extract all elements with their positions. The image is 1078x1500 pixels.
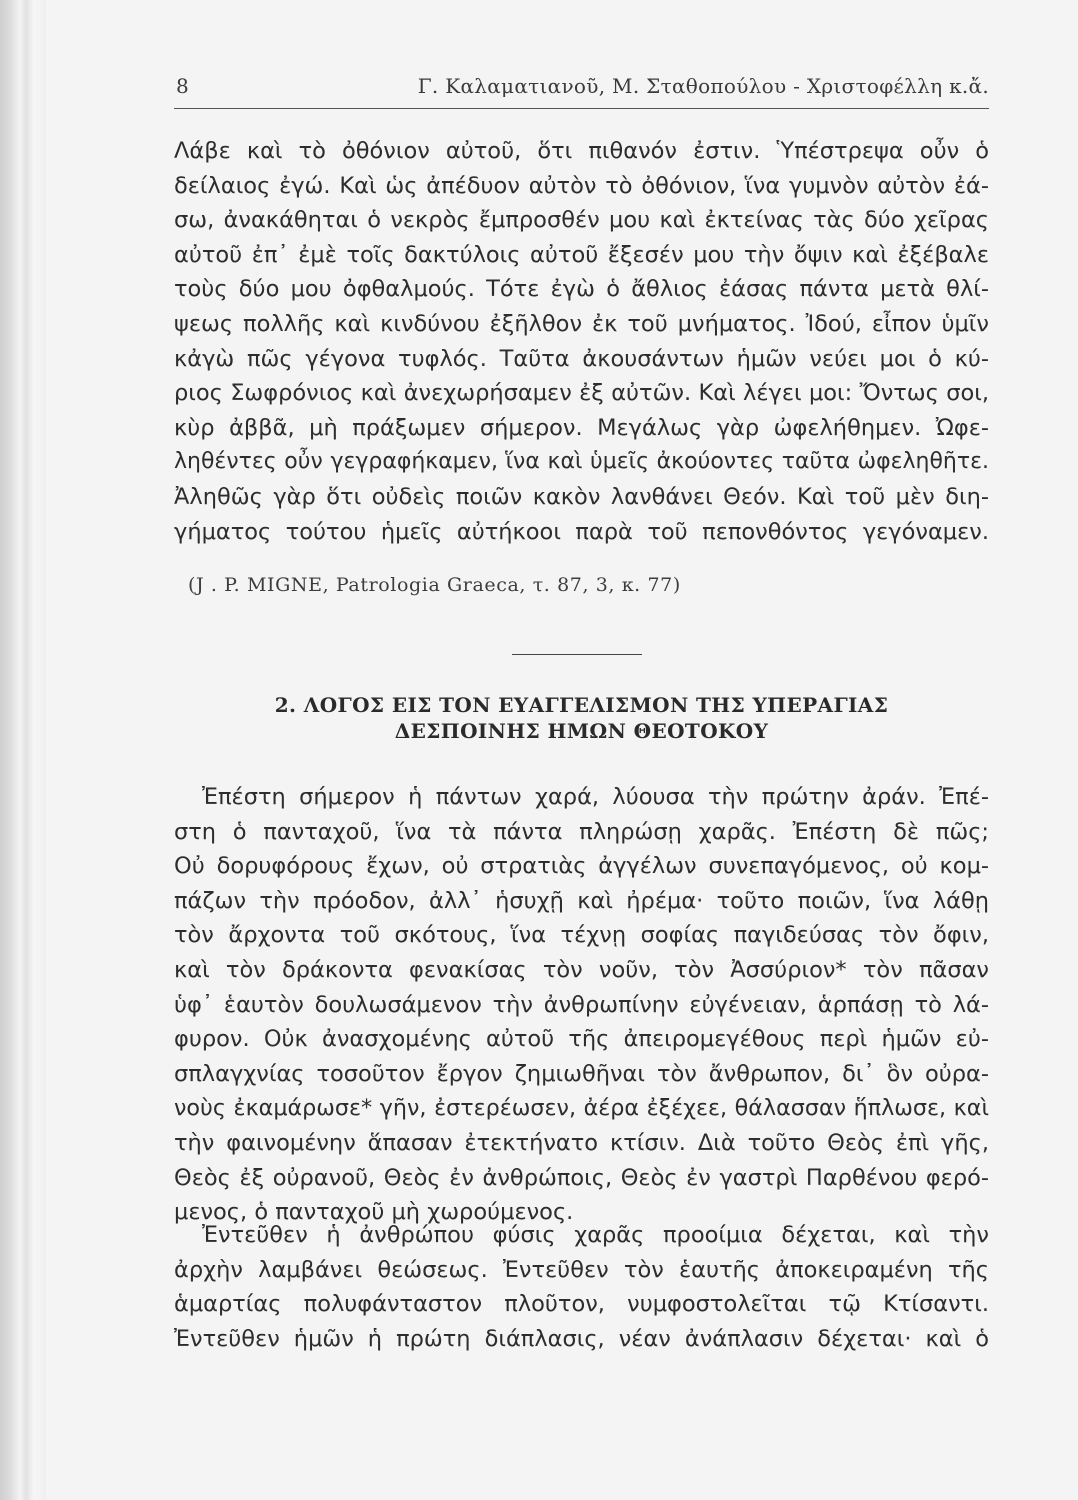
paragraph-2 — [174, 780, 989, 1230]
text-line: πάζων τὴν πρόοδον, ἀλλ᾿ ἡσυχῇ καὶ ἠρέμα· τοῦτο ποιῶν, ἵνα λάθῃ — [174, 887, 989, 914]
text-line: Θεὸς ἐξ οὐρανοῦ, Θεὸς ἐν ἀνθρώποις, Θεὸς ἐν γαστρὶ Παρθένου φερό- — [174, 1164, 989, 1191]
text-line: μενος, ὁ πανταχοῦ μὴ χωρούμενος. — [174, 1199, 574, 1226]
text-line: σω, ἀνακάθηται ὁ νεκρὸς ἔμπροσθέν μου καὶ ἐκτείνας τὰς δύο χεῖρας — [174, 207, 989, 234]
section-heading-line-2: ΔΕΣΠΟΙΝΗΣ ΗΜΩΝ ΘΕΟΤΟΚΟΥ — [394, 719, 769, 743]
citation: (J . P. MIGNE, Patrologia Graeca, τ. 87, 3, κ. 77) — [188, 574, 681, 596]
text-line: Ἐντεῦθεν ἡ ἀνθρώπου φύσις χαρᾶς προοίμια δέχεται, καὶ τὴν — [202, 1222, 989, 1248]
section-divider — [512, 654, 642, 655]
header-rule — [174, 108, 989, 109]
text-line: Ἐντεῦθεν ἡμῶν ἡ πρώτη διάπλασις, νέαν ἀνάπλασιν δέχεται· καὶ ὁ — [174, 1325, 989, 1352]
paragraph-3 — [174, 1218, 989, 1356]
text-line: ληθέντες οὖν γεγραφήκαμεν, ἵνα καὶ ὑμεῖς ἀκούοντες ταῦτα ὠφεληθῆτε. — [174, 449, 989, 475]
text-line: Οὐ δορυφόρους ἔχων, οὐ στρατιὰς ἀγγέλων συνεπαγόμενος, οὐ κομ- — [174, 853, 989, 880]
text-line: νοὺς ἐκαμάρωσε* γῆν, ἐστερέωσεν, ἀέρα ἐξέχεε, θάλασσαν ἥπλωσε, καὶ — [174, 1095, 989, 1122]
section-heading — [174, 692, 989, 744]
section-heading-line-1: 2. ΛΟΓΟΣ ΕΙΣ ΤΟΝ ΕΥΑΓΓΕΛΙΣΜΟΝ ΤΗΣ ΥΠΕΡΑΓΙΑΣ — [274, 693, 889, 717]
text-line: κὺρ ἀββᾶ, μὴ πράξωμεν σήμερον. Μεγάλως γὰρ ὠφελήθημεν. Ὠφε- — [174, 414, 989, 441]
text-line: Ἐπέστη σήμερον ἡ πάντων χαρά, λύουσα τὴν πρώτην ἀράν. Ἐπέ- — [202, 784, 989, 810]
text-line: ἀρχὴν λαμβάνει θεώσεως. Ἐντεῦθεν τὸν ἑαυτῆς ἀποκειραμένη τῆς — [174, 1256, 989, 1283]
text-line: κἀγὼ πῶς γέγονα τυφλός. Ταῦτα ἀκουσάντων ἡμῶν νεύει μοι ὁ κύ- — [174, 345, 989, 372]
paragraph-1 — [174, 134, 989, 549]
page-header — [174, 74, 989, 104]
text-line: σπλαγχνίας τοσοῦτον ἔργον ζημιωθῆναι τὸν ἄνθρωπον, δι᾿ ὃν οὐρα- — [174, 1060, 989, 1087]
running-head: Γ. Καλαματιανοῦ, Μ. Σταθοπούλου - Χριστοφέλλη κ.ἄ. — [417, 74, 989, 98]
text-line: γήματος τούτου ἡμεῖς αὐτήκοοι παρὰ τοῦ πεπονθόντος γεγόναμεν. — [174, 518, 989, 545]
text-line: Ἀληθῶς γὰρ ὅτι οὐδεὶς ποιῶν κακὸν λανθάνει Θεόν. Καὶ τοῦ μὲν διη- — [174, 483, 989, 510]
text-line: αὐτοῦ ἐπ᾿ ἐμὲ τοῖς δακτύλοις αὐτοῦ ἔξεσέν μου τὴν ὄψιν καὶ ἐξέβαλε — [174, 241, 989, 268]
text-line: ὑφ᾿ ἑαυτὸν δουλωσάμενον τὴν ἀνθρωπίνην εὐγένειαν, ἁρπάσῃ τὸ λά- — [174, 991, 989, 1018]
text-line: ἁμαρτίας πολυφάνταστον πλοῦτον, νυμφοστολεῖται τῷ Κτίσαντι. — [174, 1291, 989, 1318]
text-line: φυρον. Οὐκ ἀνασχομένης αὐτοῦ τῆς ἀπειρομεγέθους περὶ ἡμῶν εὐ- — [174, 1026, 989, 1053]
page-number: 8 — [176, 74, 189, 98]
text-line: τὴν φαινομένην ἅπασαν ἐτεκτήνατο κτίσιν. Διὰ τοῦτο Θεὸς ἐπὶ γῆς, — [174, 1129, 989, 1156]
text-line: στη ὁ πανταχοῦ, ἵνα τὰ πάντα πληρώσῃ χαρᾶς. Ἐπέστη δὲ πῶς; — [174, 818, 989, 845]
text-line: τὸν ἄρχοντα τοῦ σκότους, ἵνα τέχνῃ σοφίας παγιδεύσας τὸν ὄφιν, — [174, 922, 989, 949]
text-line: καὶ τὸν δράκοντα φενακίσας τὸν νοῦν, τὸν Ἀσσύριον* τὸν πᾶσαν — [174, 956, 989, 983]
text-line: τοὺς δύο μου ὀφθαλμούς. Τότε ἐγὼ ὁ ἄθλιος ἐάσας πάντα μετὰ θλί- — [174, 276, 989, 303]
text-line: Λάβε καὶ τὸ ὀθόνιον αὐτοῦ, ὅτι πιθανόν ἐστιν. Ὑπέστρεψα οὖν ὁ — [174, 138, 989, 164]
scanned-page-edge — [0, 0, 46, 1500]
text-line: ψεως πολλῆς καὶ κινδύνου ἐξῆλθον ἐκ τοῦ μνήματος. Ἰδού, εἶπον ὑμῖν — [174, 310, 989, 337]
text-line: ριος Σωφρόνιος καὶ ἀνεχωρήσαμεν ἐξ αὐτῶν. Καὶ λέγει μοι: Ὄντως σοι, — [174, 380, 989, 407]
text-line: δείλαιος ἐγώ. Καὶ ὡς ἀπέδυον αὐτὸν τὸ ὀθόνιον, ἵνα γυμνὸν αὐτὸν ἐά- — [174, 172, 989, 199]
